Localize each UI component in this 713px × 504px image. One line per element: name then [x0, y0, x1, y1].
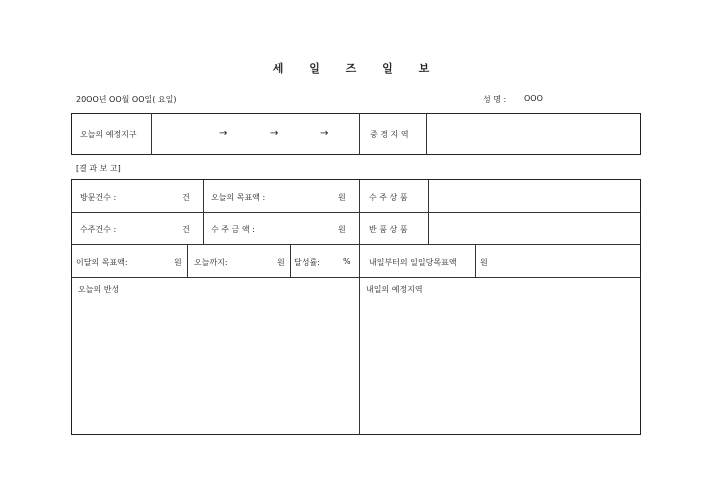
monthly-target-label: 이달의 목표액:: [76, 258, 128, 267]
order-amount-label: 수 주 금 액 :: [211, 225, 255, 234]
visits-label: 방문건수 :: [80, 193, 117, 202]
divider: [71, 277, 641, 278]
orders-label: 수주건수 :: [80, 225, 117, 234]
divider: [475, 244, 476, 277]
arrow-icon: →: [270, 128, 279, 139]
today-target-label: 오늘의 목표액 :: [211, 193, 266, 202]
order-products-label: 수 주 상 품: [369, 193, 408, 202]
report-date: 20OO년 OO월 OO일( 요일): [76, 95, 177, 104]
tomorrow-plan-label: 내일의 예정지역: [366, 285, 423, 294]
until-today-unit: 원: [277, 258, 285, 267]
planned-area-label: 오늘의 예정지구: [80, 130, 137, 139]
section-label: [결 과 보 고]: [76, 164, 121, 173]
name-label: 성 명 :: [483, 95, 507, 104]
divider: [187, 244, 188, 277]
name-value: OOO: [524, 94, 543, 103]
reflection-label: 오늘의 반성: [78, 285, 120, 294]
order-amount-unit: 원: [338, 225, 346, 234]
via-area-label: 중 경 지 역: [370, 130, 409, 139]
arrow-icon: →: [320, 128, 329, 139]
divider: [428, 179, 429, 244]
divider: [71, 244, 641, 245]
divider: [151, 113, 152, 155]
divider: [359, 179, 360, 435]
achievement-label: 달성률:: [294, 258, 320, 267]
reflection-field[interactable]: [73, 296, 357, 432]
divider: [203, 179, 204, 244]
orders-unit: 건: [182, 225, 190, 234]
tomorrow-plan-field[interactable]: [362, 296, 638, 432]
today-target-unit: 원: [338, 193, 346, 202]
daily-target-unit: 원: [480, 258, 488, 267]
until-today-label: 오늘까지:: [194, 258, 228, 267]
divider: [359, 113, 360, 155]
arrow-icon: →: [219, 128, 228, 139]
monthly-target-unit: 원: [174, 258, 182, 267]
divider: [426, 113, 427, 155]
via-area-field[interactable]: [428, 115, 638, 153]
returned-products-label: 반 품 상 품: [369, 225, 408, 234]
visits-unit: 건: [182, 193, 190, 202]
page-title: 세 일 즈 일 보: [272, 62, 441, 75]
achievement-unit: %: [343, 257, 351, 266]
divider: [71, 212, 641, 213]
daily-target-label: 내일부터의 일일당목표액: [369, 258, 457, 267]
divider: [290, 244, 291, 277]
